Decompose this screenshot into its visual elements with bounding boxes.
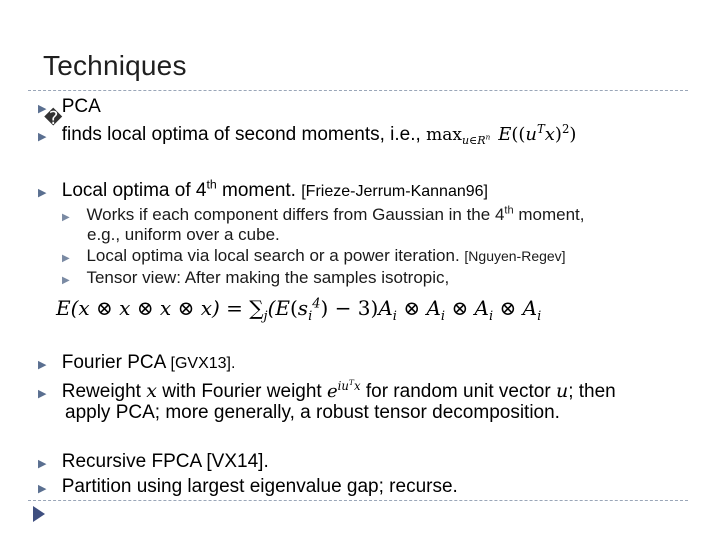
fourier-weight-math: $e^{iu^Tx}$ <box>326 378 361 402</box>
missing-glyph: � <box>44 108 63 128</box>
second-moment-formula: E <box>498 124 512 145</box>
triangle-bullet-icon: ▶ <box>38 388 47 400</box>
bullet-reweight-line2: apply PCA; more generally, a robust tensor decomposition. <box>65 402 560 423</box>
triangle-bullet-icon: ▶ <box>38 131 47 143</box>
bullet-second-moments: ▶ finds local optima of second moments, i.e., $\max_{u\in R^n} E((u^Tx)^2)$ <box>38 122 577 148</box>
max-operator: $\max_{u\in R^n}$ <box>426 125 491 148</box>
bottom-divider <box>28 500 688 501</box>
triangle-bullet-icon: ▶ <box>38 187 47 199</box>
triangle-bullet-icon: ▶ <box>38 359 47 371</box>
sub-bullet-gaussian: ▶ Works if each component differs from Gaussian in the 4th moment, <box>62 204 585 224</box>
sub-bullet-local-search: ▶ Local optima via local search or a power iteration. [Nguyen-Regev] <box>62 246 566 265</box>
triangle-bullet-icon: ▶ <box>38 458 47 470</box>
bullet-reweight: ▶ Reweight x with Fourier weight $e^{iu^Tx}$ for random unit vector u; then <box>38 378 616 402</box>
tensor-formula: E(x ⊗ x ⊗ x ⊗ $x) = \sum_j(E(s_i^4) - 3)A_i$ ⊗ $A_i$ ⊗ $A_i$ ⊗ $A_i$ <box>56 296 542 324</box>
bullet-fourier-pca: ▶ Fourier PCA [GVX13]. <box>38 352 236 373</box>
bullet-recursive: ▶ Recursive FPCA [VX14]. <box>38 451 269 472</box>
triangle-bullet-icon: ▶ <box>38 103 47 115</box>
citation: [Frieze-Jerrum-Kannan96] <box>301 183 488 200</box>
pca-label: PCA <box>61 96 101 117</box>
top-divider <box>28 90 688 91</box>
triangle-bullet-icon: ▶ <box>38 483 47 495</box>
bullet-partition: ▶ Partition using largest eigenvalue gap; recurse. <box>38 476 458 497</box>
slide-title: Techniques <box>43 50 187 81</box>
second-moments-text: finds local optima of second moments, i.e., <box>61 124 427 145</box>
nav-triangle-icon[interactable] <box>32 505 46 528</box>
triangle-bullet-icon: ▶ <box>62 275 70 286</box>
triangle-bullet-icon: ▶ <box>62 253 70 264</box>
citation: [GVX13]. <box>170 355 236 372</box>
sub-bullet-tensor-view: ▶ Tensor view: After making the samples isotropic, <box>62 268 450 287</box>
sub-bullet-gaussian-line2: e.g., uniform over a cube. <box>87 225 280 244</box>
bullet-fourth-moment: ▶ Local optima of 4th moment. [Frieze-Jerrum-Kannan96] <box>38 177 488 201</box>
triangle-bullet-icon: ▶ <box>62 212 70 223</box>
citation: [Nguyen-Regev] <box>464 248 566 264</box>
